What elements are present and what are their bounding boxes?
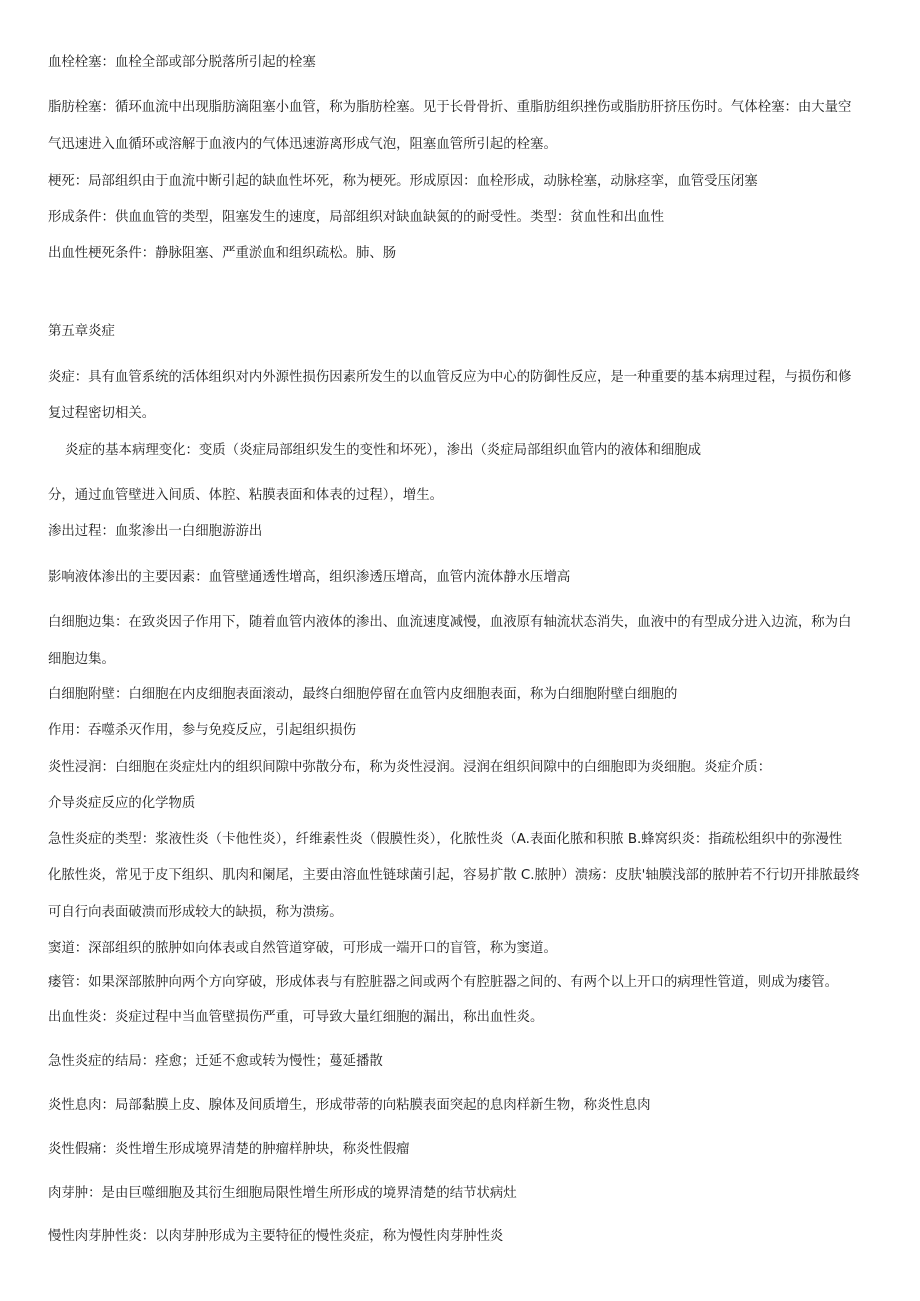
text-line: 可自行向表面破溃而形成较大的缺损，称为溃疡。 — [48, 905, 343, 920]
text-line: 气迅速进入血循环或溶解于血液内的气体迅速游离形成气泡，阻塞血管所引起的栓塞。 — [48, 137, 557, 152]
text-line: 出血性炎：炎症过程中当血管壁损伤严重，可导致大量红细胞的漏出，称出血性炎。 — [48, 1010, 544, 1025]
text-line: 作用：吞噬杀灭作用，参与免疫反应，引起组织损伤 — [48, 723, 356, 738]
text-line: 炎症的基本病理变化：变质（炎症局部组织发生的变性和坏死），渗出（炎症局部组织血管内的液体和细胞成 — [65, 443, 702, 458]
text-line: 炎性假痛：炎性增生形成境界清楚的肿瘤样肿块，称炎性假瘤 — [48, 1142, 410, 1157]
text-line: 血栓栓塞：血栓全部或部分脱落所引起的栓塞 — [48, 55, 316, 70]
text-line: 脂肪栓塞：循环血流中出现脂肪滴阻塞小血管，称为脂肪栓塞。见于长骨骨折、重脂肪组织挫伤或脂肪肝挤压伤时。气体栓塞：由大量空 — [48, 100, 852, 115]
text-line: 化脓性炎，常见于皮下组织、肌肉和阑尾，主要由溶血性链球菌引起，容易扩散 C.脓肿）溃疡：皮肤'轴膜浅部的脓肿若不行切开排脓最终 — [48, 868, 860, 883]
text-line: 白细胞边集：在致炎因子作用下，随着血管内液体的渗出、血流速度减慢，血液原有轴流状态消失，血液中的有型成分进入边流，称为白 — [48, 615, 852, 630]
text-line: 炎性浸润：白细胞在炎症灶内的组织间隙中弥散分布，称为炎性浸润。浸润在组织间隙中的白细胞即为炎细胞。炎症介质： — [48, 760, 772, 775]
text-line: 介导炎症反应的化学物质 — [48, 796, 196, 811]
text-line: 出血性梗死条件：静脉阻塞、严重淤血和组织疏松。肺、肠 — [48, 246, 397, 261]
text-line: 分，通过血管壁进入间质、体腔、粘膜表面和体表的过程），增生。 — [48, 488, 444, 503]
text-line: 炎症：具有血管系统的活体组织对内外源性损伤因素所发生的以血管反应为中心的防御性反应，是一种重要的基本病理过程，与损伤和修 — [48, 370, 852, 385]
chapter-title: 第五章炎症 — [48, 324, 115, 339]
text-line: 细胞边集。 — [48, 652, 115, 667]
text-line: 肉芽肿：是由巨噬细胞及其衍生细胞局限性增生所形成的境界清楚的结节状病灶 — [48, 1186, 517, 1201]
text-line: 慢性肉芽肿性炎：以肉芽肿形成为主要特征的慢性炎症，称为慢性肉芽肿性炎 — [48, 1229, 504, 1244]
text-line: 炎性息肉：局部黏膜上皮、腺体及间质增生，形成带蒂的向粘膜表面突起的息肉样新生物，称炎性息肉 — [48, 1098, 651, 1113]
text-line: 渗出过程：血浆渗出一白细胞游游出 — [48, 524, 263, 539]
text-line: 梗死：局部组织由于血流中断引起的缺血性坏死，称为梗死。形成原因：血栓形成，动脉栓塞，动脉痉挛，血管受压闭塞 — [48, 174, 758, 189]
text-line: 形成条件：供血血管的类型，阻塞发生的速度，局部组织对缺血缺氮的的耐受性。类型：贫血性和出血性 — [48, 210, 664, 225]
text-line: 白细胞附壁：白细胞在内皮细胞表面滚动，最终白细胞停留在血管内皮细胞表面，称为白细胞附壁白细胞的 — [48, 687, 678, 702]
text-line: 瘘管：如果深部脓肿向两个方向穿破，形成体表与有腔脏器之间或两个有腔脏器之间的、有两个以上开口的病理性管道，则成为瘘管。 — [48, 975, 839, 990]
text-line: 窦道：深部组织的脓肿如向体表或自然管道穿破，可形成一端开口的盲管，称为窦道。 — [48, 941, 557, 956]
text-line: 影响液体渗出的主要因素：血管壁通透性增高，组织渗透压增高，血管内流体静水压增高 — [48, 570, 571, 585]
text-line: 复过程密切相关。 — [48, 406, 156, 421]
text-line: 急性炎症的类型：浆液性炎（卡他性炎），纤维素性炎（假膜性炎），化脓性炎（A.表面化脓和积脓 B.蜂窝织炎：指疏松组织中的弥漫性 — [48, 832, 843, 847]
text-line: 急性炎症的结局：痊愈；迁延不愈或转为慢性；蔓延播散 — [48, 1054, 383, 1069]
